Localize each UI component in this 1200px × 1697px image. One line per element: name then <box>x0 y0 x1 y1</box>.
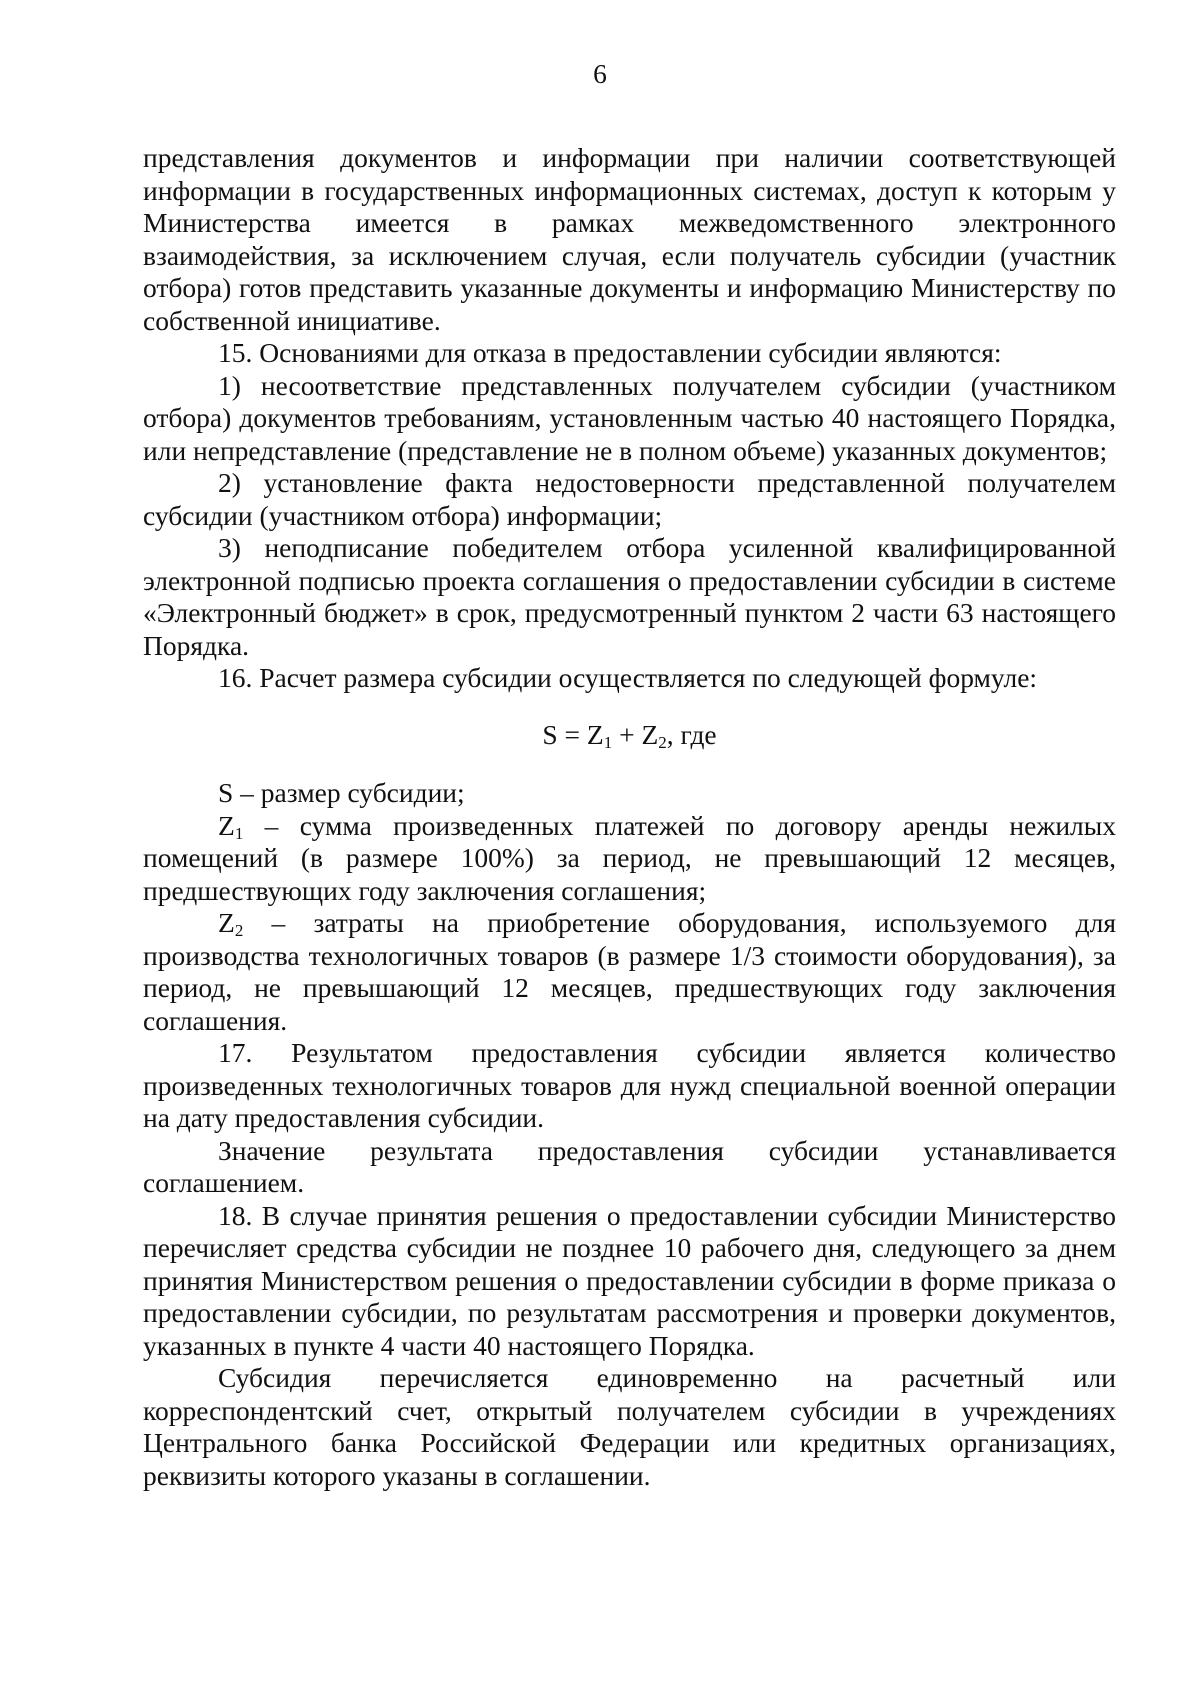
definition-s: S – размер субсидии; <box>218 777 465 808</box>
paragraph-continuation: представления документов и информации при наличии соответствующей информации в государственных информационных системах, доступ к которым у Министерства имеется в рамках межведомственного электронного взаимодействия, за исключением случая, если получатель субсидии (участник отбора) готов представить указанные документы и информацию Министерству по собственной инициативе. <box>143 142 1116 336</box>
subsidy-formula <box>143 719 1116 752</box>
paragraph-17-result-value: Значение результата предоставления субсидии устанавливается соглашением. <box>143 1134 1116 1198</box>
formula-sub-2: 2 <box>658 732 667 752</box>
formula-plus: + Z <box>612 718 659 750</box>
definition-z2 <box>143 907 1116 1037</box>
paragraph-15-item-3: 3) неподписание победителем отбора усиленной квалифицированной электронной подписью проекта соглашения о предоставлении субсидии в системе «Электронный бюджет» в срок, предусмотренный пунктом 2 части 63 настоящего Порядка. <box>143 532 1116 661</box>
paragraph-18-transfer: Субсидия перечисляется единовременно на расчетный или корреспондентский счет, открытый получателем субсидии в учреждениях Центрального банка Российской Федерации или кредитных организациях, реквизиты которого указаны в соглашении. <box>143 1362 1116 1491</box>
paragraph-15-item-2: 2) установление факта недостоверности представленной получателем субсидии (участником отбора) информации; <box>143 467 1116 531</box>
formula-tail: , где <box>666 718 717 750</box>
formula-sub-1: 1 <box>603 732 613 752</box>
paragraph-15: 15. Основаниями для отказа в предоставлении субсидии являются: <box>218 337 1002 368</box>
paragraph-15-item-1: 1) несоответствие представленных получателем субсидии (участником отбора) документов требованиям, установленным частью 40 настоящего Порядка, или непредставление (представление не в полном объеме) указанных документов; <box>143 369 1116 466</box>
definition-z1 <box>143 810 1116 908</box>
document-body <box>143 142 1116 1492</box>
z1-text: – сумма произведенных платежей по договору аренды нежилых помещений (в размере 100%) за период, не превышающий 12 месяцев, предшествующих году заключения соглашения; <box>143 809 1116 906</box>
z1-subscript: 1 <box>234 823 244 843</box>
z2-subscript: 2 <box>234 921 244 940</box>
z2-text: – затраты на приобретение оборудования, используемого для производства технологичных товаров (в размере 1/3 стоимости оборудования), за период, не превышающий 12 месяцев, предшествующих году заключения соглашения. <box>143 907 1116 1036</box>
paragraph-17: 17. Результатом предоставления субсидии является количество произведенных технологичных товаров для нужд специальной военной операции на дату предоставления субсидии. <box>143 1037 1116 1133</box>
page-number: 6 <box>593 58 607 89</box>
paragraph-16: 16. Расчет размера субсидии осуществляется по следующей формуле: <box>218 662 1038 693</box>
z1-symbol: Z <box>218 809 235 841</box>
paragraph-18: 18. В случае принятия решения о предоставлении субсидии Министерство перечисляет средства субсидии не позднее 10 рабочего дня, следующего за днем принятия Министерством решения о предоставлении субсидии в форме приказа о предоставлении субсидии, по результатам рассмотрения и проверки документов, указанных в пункте 4 части 40 настоящего Порядка. <box>143 1199 1116 1361</box>
z2-symbol: Z <box>218 907 235 938</box>
formula-lhs: S = Z <box>542 718 604 750</box>
